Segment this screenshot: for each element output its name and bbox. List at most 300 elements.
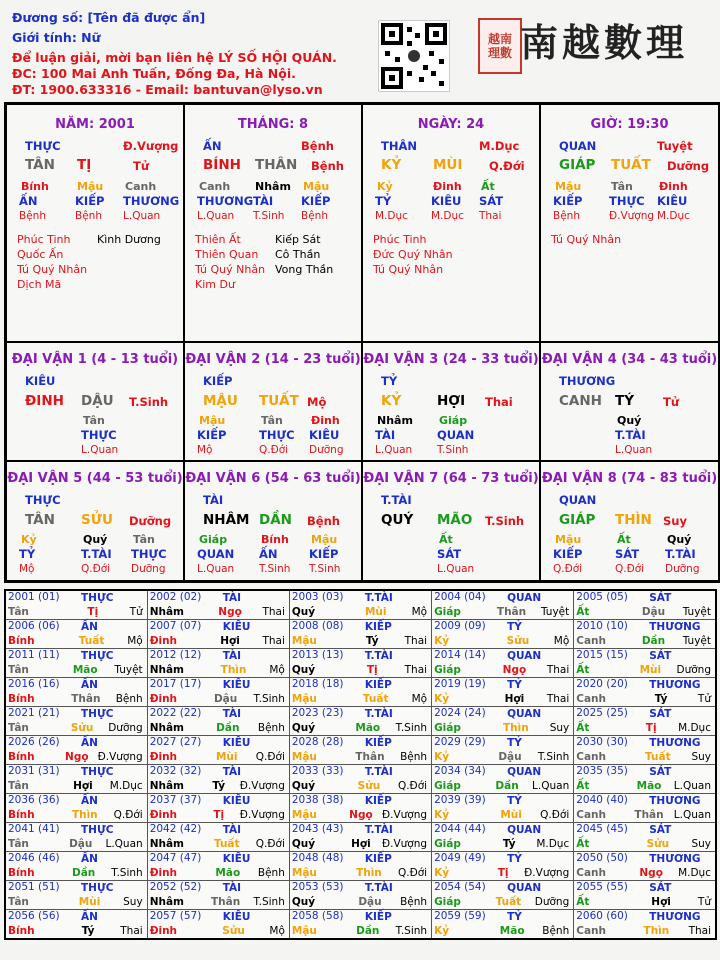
star-good: Phúc Tinh bbox=[373, 233, 427, 246]
year-cell bbox=[289, 678, 431, 707]
year-cell bbox=[147, 852, 289, 881]
year-label: 2021 (21) bbox=[8, 707, 60, 719]
year-label: 2057 (57) bbox=[149, 910, 202, 922]
pillar-title: THÁNG: 8 bbox=[237, 117, 309, 132]
year-cell bbox=[147, 590, 289, 620]
year-life: Q.Đới bbox=[255, 751, 285, 763]
hidden-stem: Tân bbox=[611, 180, 633, 193]
star-bad: Vong Thần bbox=[275, 263, 334, 276]
year-label: 2006 (06) bbox=[8, 620, 60, 632]
year-god: TÀI bbox=[222, 824, 242, 836]
year-cell bbox=[5, 823, 147, 852]
annual-row bbox=[5, 852, 716, 881]
hidden-stem: Quý bbox=[667, 533, 692, 546]
year-label: 2013 (13) bbox=[291, 649, 344, 661]
year-life: M.Dục bbox=[678, 722, 711, 734]
year-label: 2015 (15) bbox=[576, 649, 628, 661]
year-cell bbox=[147, 823, 289, 852]
pillar-life: Dưỡng bbox=[667, 159, 710, 173]
year-stem: Kỷ bbox=[434, 925, 450, 937]
year-life: Tử bbox=[129, 606, 143, 618]
year-branch: Tý bbox=[212, 780, 226, 792]
dai-van-title: ĐẠI VẬN 4 (34 - 43 tuổi) bbox=[541, 352, 718, 367]
hidden-state: T.Sinh bbox=[259, 563, 291, 575]
year-god: THỰC bbox=[81, 766, 114, 778]
year-branch: Dậu bbox=[213, 693, 238, 705]
hidden-state: Mộ bbox=[19, 563, 35, 575]
year-stem: Quý bbox=[291, 896, 316, 908]
year-label: 2044 (44) bbox=[434, 823, 486, 835]
star-bad: Kiếp Sát bbox=[275, 233, 321, 246]
dai-van-life: Thai bbox=[485, 395, 513, 409]
year-life: M.Dục bbox=[536, 838, 570, 850]
year-god: KIẾP bbox=[364, 853, 392, 865]
dai-van-title: ĐẠI VẬN 2 (14 - 23 tuổi) bbox=[185, 352, 361, 367]
year-life: Bệnh bbox=[257, 867, 285, 879]
year-god: QUAN bbox=[507, 824, 542, 836]
year-cell bbox=[289, 707, 431, 736]
hidden-stem: Mậu bbox=[77, 180, 104, 193]
year-branch: Tị bbox=[497, 867, 509, 879]
year-stem: Quý bbox=[291, 606, 316, 618]
year-life: Thai bbox=[404, 635, 428, 647]
year-cell bbox=[289, 794, 431, 823]
year-branch: Ngọ bbox=[502, 664, 527, 676]
year-god: SÁT bbox=[649, 766, 672, 778]
year-branch: Thìn bbox=[356, 867, 382, 879]
year-label: 2038 (38) bbox=[291, 794, 344, 806]
year-label: 2055 (55) bbox=[576, 881, 628, 893]
year-life: Đ.Vượng bbox=[239, 780, 285, 792]
hidden-god: KIÊU bbox=[431, 194, 462, 208]
hidden-stem: Canh bbox=[199, 180, 231, 193]
dai-van-stem: TÂN bbox=[25, 512, 55, 528]
pillar-stem: GIÁP bbox=[559, 157, 596, 173]
dai-van-god: THỰC bbox=[25, 493, 61, 507]
year-life: T.Sinh bbox=[253, 693, 285, 705]
year-branch: Thân bbox=[210, 896, 241, 908]
pillar-cell bbox=[184, 104, 362, 342]
dai-van-god: KIÊU bbox=[25, 374, 56, 388]
year-label: 2046 (46) bbox=[8, 852, 60, 864]
year-god: T.TÀI bbox=[364, 592, 393, 604]
year-label: 2012 (12) bbox=[149, 649, 202, 661]
year-cell bbox=[574, 620, 716, 649]
year-stem: Mậu bbox=[291, 751, 317, 763]
pillar-branch: MÙI bbox=[433, 157, 463, 173]
year-god: SÁT bbox=[649, 650, 672, 662]
year-cell bbox=[574, 707, 716, 736]
hidden-state: Dưỡng bbox=[665, 563, 700, 575]
pillar-branch: TUẤT bbox=[611, 157, 651, 173]
year-cell bbox=[432, 736, 574, 765]
owner-name: Đương số: [Tên đã được ẩn] bbox=[12, 10, 206, 25]
year-branch: Thân bbox=[355, 751, 385, 763]
year-stem: Giáp bbox=[434, 896, 461, 908]
year-branch: Thân bbox=[634, 809, 664, 821]
year-branch: Mùi bbox=[215, 751, 238, 763]
year-label: 2036 (36) bbox=[8, 794, 60, 806]
year-branch: Tý bbox=[654, 693, 668, 705]
year-stem: Nhâm bbox=[149, 780, 184, 792]
year-cell bbox=[289, 765, 431, 794]
year-branch: Hợi bbox=[351, 838, 371, 850]
dai-van-cell bbox=[540, 461, 719, 581]
hidden-god: KIẾP bbox=[553, 547, 583, 561]
dai-van-god: T.TÀI bbox=[381, 493, 412, 507]
year-god: KIẾP bbox=[364, 621, 392, 633]
hidden-god: SÁT bbox=[479, 194, 504, 208]
year-branch: Mùi bbox=[639, 664, 662, 676]
year-cell bbox=[5, 620, 147, 649]
dai-van-cell bbox=[6, 342, 184, 461]
year-label: 2045 (45) bbox=[576, 823, 628, 835]
annual-row bbox=[5, 736, 716, 765]
year-stem: Bính bbox=[8, 751, 35, 763]
year-god: ẤN bbox=[81, 853, 98, 865]
year-life: Mộ bbox=[127, 635, 143, 647]
year-god: KIẾP bbox=[364, 911, 392, 923]
hidden-god: QUAN bbox=[197, 547, 235, 561]
year-god: KIÊU bbox=[222, 795, 251, 807]
year-life: Đ.Vượng bbox=[382, 809, 428, 821]
year-life: Thai bbox=[262, 635, 285, 647]
year-cell bbox=[432, 852, 574, 881]
year-life: Q.Đới bbox=[397, 867, 428, 879]
year-god: TÀI bbox=[222, 882, 242, 894]
year-stem: Quý bbox=[291, 838, 316, 850]
pillar-state: Tuyệt bbox=[657, 139, 693, 153]
year-cell bbox=[147, 649, 289, 678]
year-life: T.Sinh bbox=[395, 925, 428, 937]
year-stem: Quý bbox=[291, 722, 316, 734]
dai-van-title: ĐẠI VẬN 8 (74 - 83 tuổi) bbox=[541, 471, 718, 486]
year-cell bbox=[432, 649, 574, 678]
year-label: 2002 (02) bbox=[149, 591, 202, 603]
pillar-state: M.Dục bbox=[479, 139, 520, 153]
hidden-stem: Ất bbox=[481, 180, 495, 193]
dai-van-stem: GIÁP bbox=[559, 512, 596, 528]
hidden-state: T.Sinh bbox=[437, 444, 469, 456]
hidden-state: Bệnh bbox=[301, 210, 328, 222]
year-cell bbox=[5, 707, 147, 736]
year-branch: Tị bbox=[87, 606, 99, 618]
year-life: Dưỡng bbox=[676, 664, 711, 676]
annual-row bbox=[5, 823, 716, 852]
year-branch: Thìn bbox=[503, 722, 529, 734]
hidden-stem: Tân bbox=[133, 533, 155, 546]
pillar-state: Đ.Vượng bbox=[123, 139, 179, 153]
dai-van-life: Tử bbox=[663, 395, 680, 409]
hidden-god: KIÊU bbox=[309, 428, 340, 442]
year-life: Bệnh bbox=[400, 751, 428, 763]
dai-van-life: Bệnh bbox=[307, 514, 340, 528]
pillar-stem: KỶ bbox=[381, 157, 402, 173]
annual-row bbox=[5, 794, 716, 823]
hidden-stem: Kỷ bbox=[21, 533, 37, 546]
hidden-stem: Bính bbox=[261, 533, 289, 546]
star-good: Thiên Quan bbox=[195, 248, 259, 261]
year-cell bbox=[147, 881, 289, 910]
gender: Giới tính: Nữ bbox=[12, 30, 101, 45]
year-god: T.TÀI bbox=[364, 824, 393, 836]
year-label: 2048 (48) bbox=[291, 852, 344, 864]
year-life: Tuyệt bbox=[682, 606, 711, 618]
hidden-state: L.Quan bbox=[615, 444, 653, 456]
hidden-stem: Giáp bbox=[439, 414, 468, 427]
year-life: T.Sinh bbox=[111, 867, 143, 879]
year-stem: Canh bbox=[576, 635, 606, 647]
logo: 南越數理 bbox=[520, 20, 689, 65]
hidden-state: Bệnh bbox=[553, 210, 580, 222]
year-stem: Nhâm bbox=[149, 896, 184, 908]
year-stem: Kỷ bbox=[434, 809, 450, 821]
hidden-stem: Quý bbox=[83, 533, 108, 546]
star-good: Tú Quý Nhân bbox=[551, 233, 622, 246]
annual-row bbox=[5, 590, 716, 620]
year-god: THỰC bbox=[81, 592, 114, 604]
year-cell bbox=[5, 765, 147, 794]
year-cell bbox=[5, 736, 147, 765]
year-branch: Tuất bbox=[645, 751, 671, 763]
year-life: Thai bbox=[546, 693, 570, 705]
year-branch: Dần bbox=[495, 780, 519, 792]
year-god: ẤN bbox=[81, 679, 98, 691]
dai-van-branch: HỢI bbox=[437, 393, 466, 409]
year-cell bbox=[289, 590, 431, 620]
year-cell bbox=[574, 823, 716, 852]
hidden-state: Đ.Vượng bbox=[609, 210, 655, 222]
dai-van-cell bbox=[184, 342, 362, 461]
year-stem: Canh bbox=[576, 925, 606, 937]
year-life: Thai bbox=[262, 606, 285, 618]
year-life: M.Dục bbox=[678, 867, 711, 879]
year-life: Suy bbox=[123, 896, 143, 908]
dai-van-life: T.Sinh bbox=[129, 395, 169, 409]
year-branch: Hợi bbox=[73, 780, 93, 792]
year-label: 2010 (10) bbox=[576, 620, 628, 632]
year-stem: Ất bbox=[576, 780, 590, 792]
year-stem: Nhâm bbox=[149, 664, 184, 676]
year-branch: Tị bbox=[645, 722, 657, 734]
year-branch: Ngọ bbox=[349, 809, 373, 821]
hidden-god: T.TÀI bbox=[665, 547, 696, 561]
year-label: 2052 (52) bbox=[149, 881, 202, 893]
hidden-state: Dưỡng bbox=[309, 444, 344, 456]
year-life: Bệnh bbox=[257, 722, 285, 734]
hidden-god: TỶ bbox=[19, 547, 36, 561]
hidden-god: KIẾP bbox=[197, 428, 227, 442]
year-life: Thai bbox=[404, 664, 428, 676]
hidden-stem: Quý bbox=[617, 414, 642, 427]
year-label: 2033 (33) bbox=[291, 765, 344, 777]
year-god: ẤN bbox=[81, 621, 98, 633]
dai-van-title: ĐẠI VẬN 5 (44 - 53 tuổi) bbox=[7, 471, 183, 486]
hidden-stem: Mậu bbox=[311, 533, 338, 546]
year-stem: Giáp bbox=[434, 664, 461, 676]
year-branch: Thìn bbox=[643, 925, 670, 937]
year-label: 2019 (19) bbox=[434, 678, 486, 690]
year-god: KIẾP bbox=[364, 679, 392, 691]
year-label: 2059 (59) bbox=[434, 910, 486, 922]
year-label: 2053 (53) bbox=[291, 881, 344, 893]
hidden-stem: Mậu bbox=[555, 180, 582, 193]
hidden-god: TỶ bbox=[375, 194, 392, 208]
hidden-state: Q.Đới bbox=[615, 563, 645, 575]
year-god: THỰC bbox=[81, 824, 114, 836]
year-cell bbox=[574, 794, 716, 823]
year-branch: Tuất bbox=[495, 896, 522, 908]
year-stem: Giáp bbox=[434, 780, 461, 792]
year-god: KIÊU bbox=[222, 679, 251, 691]
year-cell bbox=[147, 765, 289, 794]
year-label: 2025 (25) bbox=[576, 707, 628, 719]
year-god: SÁT bbox=[649, 708, 672, 720]
year-god: THỰC bbox=[81, 708, 114, 720]
year-stem: Kỷ bbox=[434, 867, 450, 879]
year-branch: Mão bbox=[355, 722, 381, 734]
year-cell bbox=[289, 620, 431, 649]
dai-van-stem: NHÂM bbox=[203, 512, 250, 528]
year-cell bbox=[432, 881, 574, 910]
year-label: 2017 (17) bbox=[149, 678, 202, 690]
hidden-god: THỰC bbox=[81, 428, 117, 442]
year-life: Bệnh bbox=[542, 925, 570, 937]
year-god: T.TÀI bbox=[364, 708, 393, 720]
star-good: Đức Quý Nhân bbox=[373, 248, 453, 261]
year-cell bbox=[5, 910, 147, 940]
year-stem: Tân bbox=[8, 896, 29, 908]
phone-email: ĐT: 1900.633316 - Email: bantuvan@lyso.vn bbox=[12, 82, 323, 97]
year-life: Q.Đới bbox=[255, 838, 285, 850]
year-god: THỰC bbox=[81, 882, 114, 894]
year-label: 2023 (23) bbox=[291, 707, 344, 719]
hidden-stem: Canh bbox=[125, 180, 157, 193]
hidden-stem: Nhâm bbox=[255, 180, 291, 193]
year-label: 2039 (39) bbox=[434, 794, 486, 806]
dai-van-god: TÀI bbox=[203, 493, 224, 507]
year-god: KIẾP bbox=[364, 737, 392, 749]
year-life: Đ.Vượng bbox=[524, 867, 570, 879]
year-stem: Tân bbox=[8, 664, 29, 676]
year-cell bbox=[289, 649, 431, 678]
year-branch: Sửu bbox=[222, 925, 245, 937]
dai-van-branch: TUẤT bbox=[259, 393, 299, 409]
year-cell bbox=[574, 852, 716, 881]
year-cell bbox=[147, 794, 289, 823]
hidden-state: Q.Đới bbox=[553, 563, 583, 575]
hidden-god: THƯƠNG bbox=[123, 194, 180, 208]
year-label: 2009 (09) bbox=[434, 620, 486, 632]
year-stem: Đinh bbox=[149, 867, 178, 879]
year-branch: Dần bbox=[356, 925, 380, 937]
hidden-stem: Mậu bbox=[555, 533, 582, 546]
star-bad: Cô Thần bbox=[275, 248, 321, 261]
hidden-god: T.TÀI bbox=[81, 547, 112, 561]
year-label: 2037 (37) bbox=[149, 794, 202, 806]
year-god: KIÊU bbox=[222, 621, 251, 633]
pillar-title: NGÀY: 24 bbox=[417, 117, 485, 132]
address: ĐC: 100 Mai Anh Tuấn, Đống Đa, Hà Nội. bbox=[12, 66, 296, 81]
year-branch: Sửu bbox=[357, 780, 381, 792]
hidden-stem: Ất bbox=[617, 533, 631, 546]
annual-row bbox=[5, 707, 716, 736]
star-good: Dịch Mã bbox=[17, 278, 62, 291]
year-label: 2060 (60) bbox=[576, 910, 628, 922]
year-cell bbox=[289, 852, 431, 881]
year-stem: Kỷ bbox=[434, 751, 450, 763]
pillar-cell bbox=[540, 104, 719, 342]
year-label: 2020 (20) bbox=[576, 678, 628, 690]
hidden-state: M.Dục bbox=[657, 210, 690, 222]
year-stem: Mậu bbox=[291, 693, 317, 705]
year-life: T.Sinh bbox=[395, 722, 428, 734]
year-life: Suy bbox=[549, 722, 570, 734]
year-branch: Dậu bbox=[498, 751, 522, 763]
hidden-god: THỰC bbox=[609, 194, 645, 208]
hidden-state: M.Dục bbox=[431, 210, 464, 222]
year-stem: Ất bbox=[576, 722, 590, 734]
year-god: TỶ bbox=[507, 911, 522, 923]
year-stem: Ất bbox=[576, 896, 590, 908]
year-label: 2018 (18) bbox=[291, 678, 344, 690]
year-cell bbox=[574, 649, 716, 678]
year-life: Thai bbox=[688, 925, 711, 937]
year-stem: Canh bbox=[576, 809, 606, 821]
hidden-stem: Tân bbox=[261, 414, 283, 427]
hidden-stem: Đinh bbox=[433, 180, 462, 193]
year-label: 2029 (29) bbox=[434, 736, 486, 748]
year-god: T.TÀI bbox=[364, 650, 393, 662]
year-life: Mộ bbox=[411, 693, 428, 705]
year-life: Tuyệt bbox=[540, 606, 570, 618]
hidden-stem: Nhâm bbox=[377, 414, 413, 427]
annual-row bbox=[5, 910, 716, 940]
hidden-stem: Kỷ bbox=[377, 180, 393, 193]
year-god: T.TÀI bbox=[364, 882, 393, 894]
hidden-god: KIẾP bbox=[301, 194, 331, 208]
year-label: 2022 (22) bbox=[149, 707, 202, 719]
pillar-life: Bệnh bbox=[311, 159, 344, 173]
year-god: THƯƠNG bbox=[649, 853, 701, 865]
hidden-stem: Tân bbox=[83, 414, 105, 427]
pillar-god: QUAN bbox=[559, 139, 597, 153]
year-life: Dưỡng bbox=[108, 722, 143, 734]
year-branch: Thân bbox=[496, 606, 527, 618]
year-god: TÀI bbox=[222, 708, 242, 720]
hidden-god: ẤN bbox=[19, 194, 38, 208]
year-branch: Dần bbox=[216, 722, 240, 734]
year-life: Bệnh bbox=[400, 896, 428, 908]
year-god: TỶ bbox=[507, 853, 522, 865]
year-label: 2050 (50) bbox=[576, 852, 628, 864]
year-cell bbox=[432, 823, 574, 852]
year-branch: Tý bbox=[365, 635, 379, 647]
year-stem: Đinh bbox=[149, 635, 178, 647]
year-branch: Ngọ bbox=[65, 751, 89, 763]
year-god: QUAN bbox=[507, 882, 542, 894]
year-god: T.TÀI bbox=[364, 766, 393, 778]
year-cell bbox=[289, 910, 431, 940]
dai-van-life: Mộ bbox=[307, 395, 327, 409]
year-label: 2042 (42) bbox=[149, 823, 202, 835]
year-cell bbox=[147, 678, 289, 707]
year-life: Bệnh bbox=[115, 693, 143, 705]
year-label: 2016 (16) bbox=[8, 678, 60, 690]
qr-code-icon[interactable] bbox=[378, 20, 450, 92]
year-label: 2049 (49) bbox=[434, 852, 486, 864]
year-cell bbox=[432, 620, 574, 649]
